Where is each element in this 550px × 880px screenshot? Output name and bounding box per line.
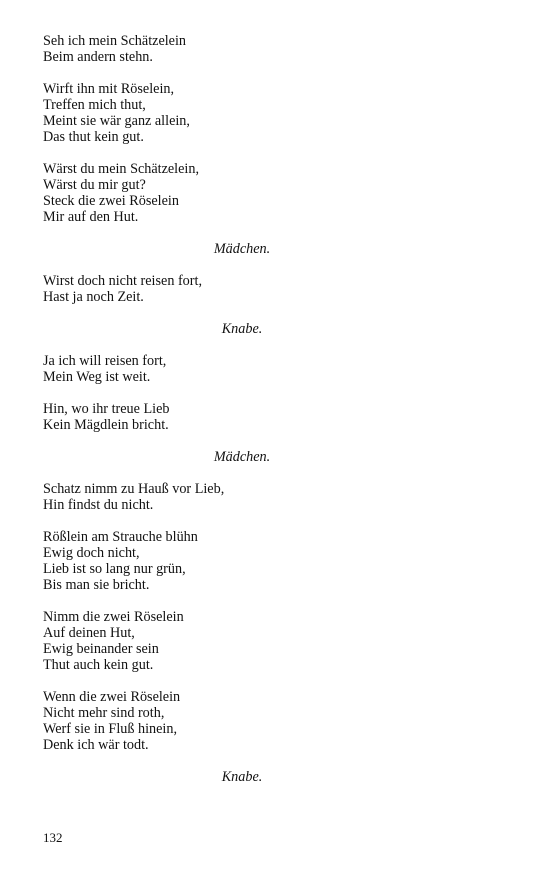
- stanza: [43, 273, 513, 305]
- stanza: [43, 689, 513, 753]
- stanza: [43, 161, 513, 225]
- verse-line: Werf sie in Fluß hinein,: [43, 721, 178, 737]
- verse-line: Steck die zwei Röselein: [43, 193, 179, 209]
- stanza: [43, 481, 513, 513]
- verse-line: Ewig beinander sein: [43, 641, 159, 657]
- verse-line: Wirst doch nicht reisen fort,: [43, 273, 202, 289]
- stanza: [43, 529, 513, 593]
- verse-line: Wärst du mein Schätzelein,: [43, 161, 200, 177]
- stanza: [43, 609, 513, 673]
- verse-line: Das thut kein gut.: [43, 129, 144, 145]
- speaker-label: Mädchen.: [213, 241, 271, 257]
- verse-line: Lieb ist so lang nur grün,: [43, 561, 186, 577]
- verse-line: Schatz nimm zu Hauß vor Lieb,: [43, 481, 225, 497]
- verse-line: Hin, wo ihr treue Lieb: [43, 401, 170, 417]
- verse-line: Kein Mägdlein bricht.: [43, 417, 169, 433]
- verse-line: Ja ich will reisen fort,: [43, 353, 167, 369]
- verse-line: Mir auf den Hut.: [43, 209, 139, 225]
- verse-line: Beim andern stehn.: [43, 49, 153, 65]
- verse-line: Mein Weg ist weit.: [43, 369, 151, 385]
- verse-line: Treffen mich thut,: [43, 97, 146, 113]
- verse-line: Nicht mehr sind roth,: [43, 705, 165, 721]
- stanza: [43, 353, 513, 385]
- speaker-label: Mädchen.: [213, 449, 271, 465]
- speaker-label: Knabe.: [221, 321, 263, 337]
- stanza: [43, 81, 513, 145]
- page-number: 132: [43, 830, 63, 845]
- poem-text: [43, 33, 513, 801]
- verse-line: Wenn die zwei Röselein: [43, 689, 181, 705]
- verse-line: Nimm die zwei Röselein: [43, 609, 184, 625]
- stanza: [43, 401, 513, 433]
- verse-line: Ewig doch nicht,: [43, 545, 140, 561]
- verse-line: Auf deinen Hut,: [43, 625, 135, 641]
- verse-line: Seh ich mein Schätzelein: [43, 33, 187, 49]
- verse-line: Bis man sie bricht.: [43, 577, 150, 593]
- verse-line: Wärst du mir gut?: [43, 177, 146, 193]
- verse-line: Wirft ihn mit Röselein,: [43, 81, 175, 97]
- verse-line: Denk ich wär todt.: [43, 737, 149, 753]
- verse-line: Hast ja noch Zeit.: [43, 289, 144, 305]
- verse-line: Thut auch kein gut.: [43, 657, 154, 673]
- speaker-label: Knabe.: [221, 769, 263, 785]
- verse-line: Rößlein am Strauche blühn: [43, 529, 198, 545]
- verse-line: Hin findst du nicht.: [43, 497, 154, 513]
- verse-line: Meint sie wär ganz allein,: [43, 113, 190, 129]
- stanza: [43, 33, 513, 65]
